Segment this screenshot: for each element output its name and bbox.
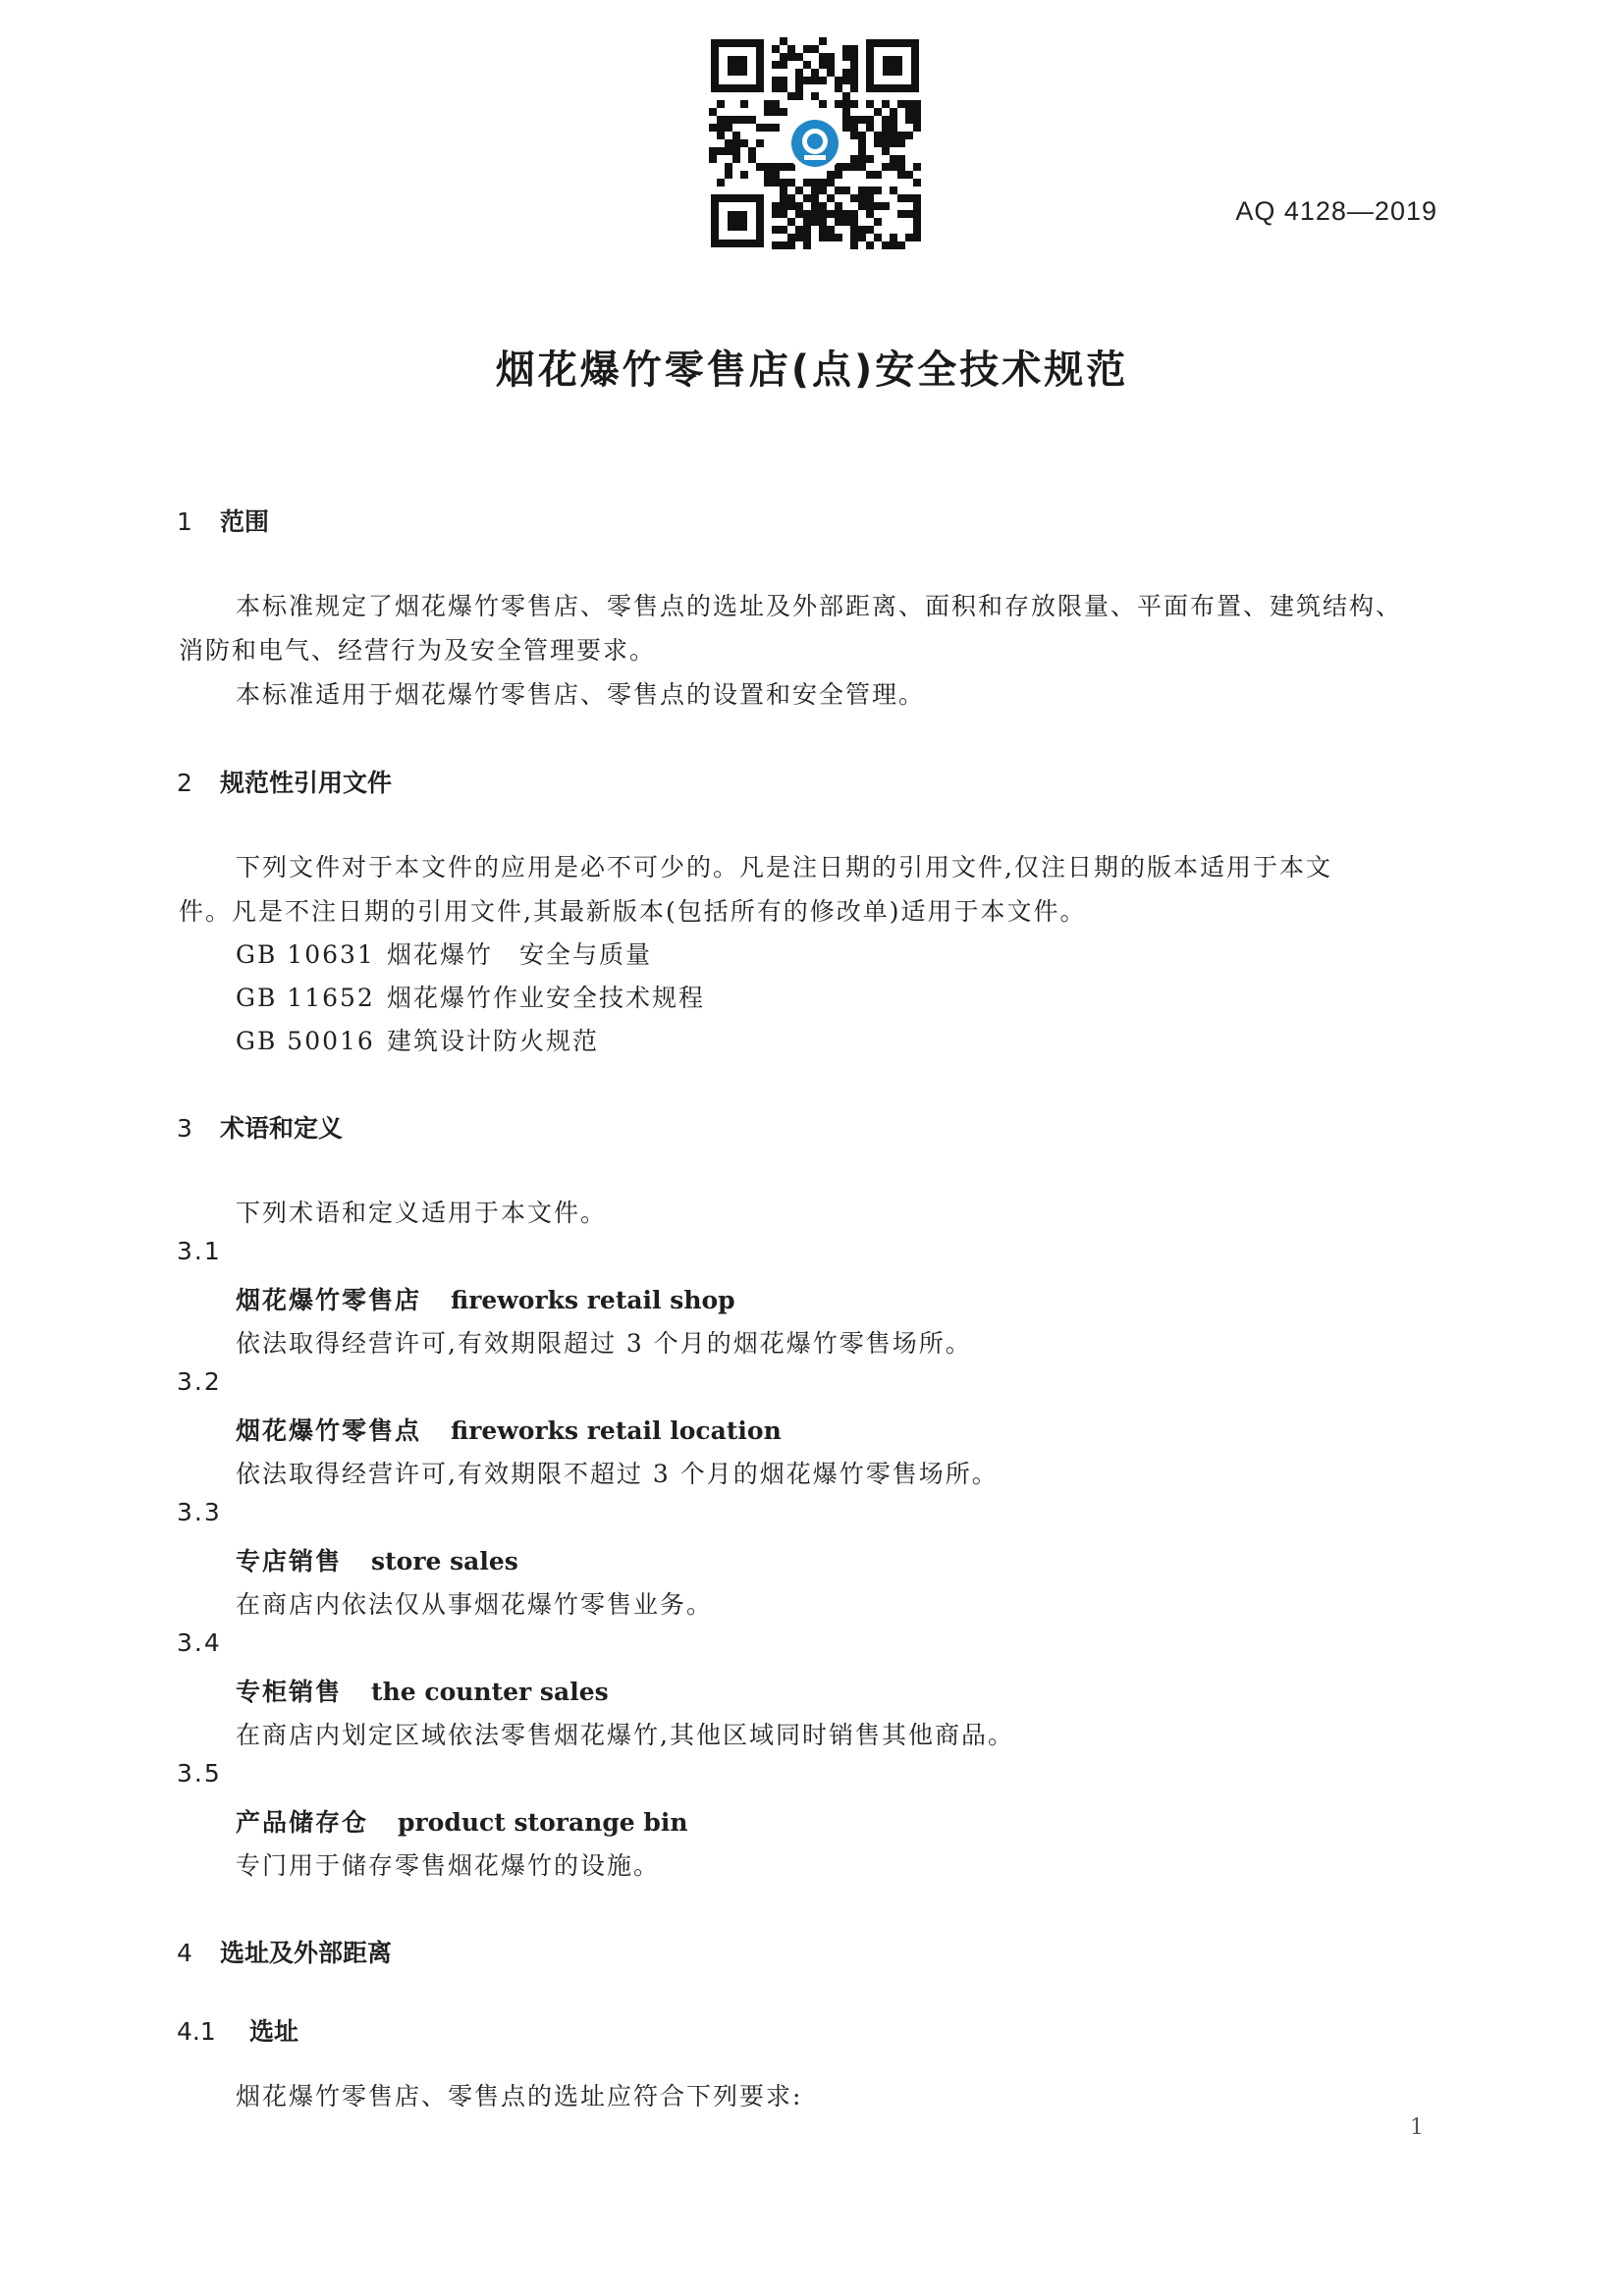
section-heading-1 xyxy=(177,503,269,538)
reference-item xyxy=(236,1022,599,1057)
section-number: 4 xyxy=(177,1939,192,1967)
section-title: 选址及外部距离 xyxy=(220,1939,393,1967)
paragraph-line: 消防和电气、经营行为及安全管理要求。 xyxy=(179,636,657,665)
term-definition: 专门用于储存零售烟花爆竹的设施。 xyxy=(236,1851,661,1880)
section-heading-3 xyxy=(177,1109,343,1145)
standard-number: AQ 4128—2019 xyxy=(1235,196,1437,226)
term-heading xyxy=(236,1281,735,1316)
reference-code: GB 11652 xyxy=(236,984,375,1012)
term-zh: 产品储存仓 xyxy=(236,1808,369,1837)
reference-code: GB 50016 xyxy=(236,1027,375,1055)
term-en: fireworks retail shop xyxy=(451,1286,735,1314)
term-number: 3.1 xyxy=(177,1237,222,1265)
reference-item xyxy=(236,935,652,971)
term-en: store sales xyxy=(371,1547,518,1575)
term-number: 3.2 xyxy=(177,1367,222,1396)
reference-name: 建筑设计防火规范 xyxy=(387,1027,600,1055)
term-heading xyxy=(236,1803,688,1839)
term-zh: 专柜销售 xyxy=(236,1678,343,1706)
document-title: 烟花爆竹零售店(点)安全技术规范 xyxy=(495,347,1129,393)
paragraph-line: 本标准规定了烟花爆竹零售店、零售点的选址及外部距离、面积和存放限量、平面布置、建筑结构、 xyxy=(236,592,1403,620)
term-number: 3.4 xyxy=(177,1629,222,1657)
term-definition: 依法取得经营许可,有效期限不超过 3 个月的烟花爆竹零售场所。 xyxy=(236,1460,999,1488)
page-number: 1 xyxy=(1410,2115,1424,2140)
term-number: 3.5 xyxy=(177,1759,222,1788)
section-heading-2 xyxy=(177,764,392,799)
term-en: the counter sales xyxy=(371,1678,609,1706)
section-heading-4 xyxy=(177,1934,392,1969)
section-number: 1 xyxy=(177,507,192,536)
section-title: 术语和定义 xyxy=(220,1114,344,1143)
term-zh: 烟花爆竹零售店 xyxy=(236,1286,422,1314)
section-title: 规范性引用文件 xyxy=(220,769,393,797)
section-number: 3 xyxy=(177,1114,192,1143)
paragraph-line: 本标准适用于烟花爆竹零售店、零售点的设置和安全管理。 xyxy=(236,680,926,709)
term-zh: 专店销售 xyxy=(236,1547,343,1575)
term-heading xyxy=(236,1412,782,1447)
term-definition: 在商店内划定区域依法零售烟花爆竹,其他区域同时销售其他商品。 xyxy=(236,1721,1014,1749)
term-zh: 烟花爆竹零售点 xyxy=(236,1416,422,1445)
qr-code xyxy=(709,37,921,249)
subsection-title: 选址 xyxy=(249,2017,299,2046)
reference-code: GB 10631 xyxy=(236,940,375,969)
section-number: 2 xyxy=(177,769,192,797)
section-title: 范围 xyxy=(220,507,270,536)
term-definition: 在商店内依法仅从事烟花爆竹零售业务。 xyxy=(236,1590,714,1619)
term-number: 3.3 xyxy=(177,1498,222,1526)
paragraph-line: 烟花爆竹零售店、零售点的选址应符合下列要求: xyxy=(236,2082,803,2110)
subsection-heading-4-1 xyxy=(177,2012,298,2048)
reference-item xyxy=(236,979,705,1014)
subsection-number: 4.1 xyxy=(177,2017,216,2046)
term-heading xyxy=(236,1673,609,1708)
reference-name: 烟花爆竹 安全与质量 xyxy=(387,940,653,969)
paragraph-line: 下列文件对于本文件的应用是必不可少的。凡是注日期的引用文件,仅注日期的版本适用于本文 xyxy=(236,853,1332,881)
term-definition: 依法取得经营许可,有效期限超过 3 个月的烟花爆竹零售场所。 xyxy=(236,1329,972,1358)
term-en: fireworks retail location xyxy=(451,1416,782,1445)
reference-name: 烟花爆竹作业安全技术规程 xyxy=(387,984,706,1012)
paragraph-line: 件。凡是不注日期的引用文件,其最新版本(包括所有的修改单)适用于本文件。 xyxy=(179,897,1087,926)
term-en: product storange bin xyxy=(398,1808,688,1837)
paragraph-line: 下列术语和定义适用于本文件。 xyxy=(236,1199,608,1227)
term-heading xyxy=(236,1542,518,1577)
